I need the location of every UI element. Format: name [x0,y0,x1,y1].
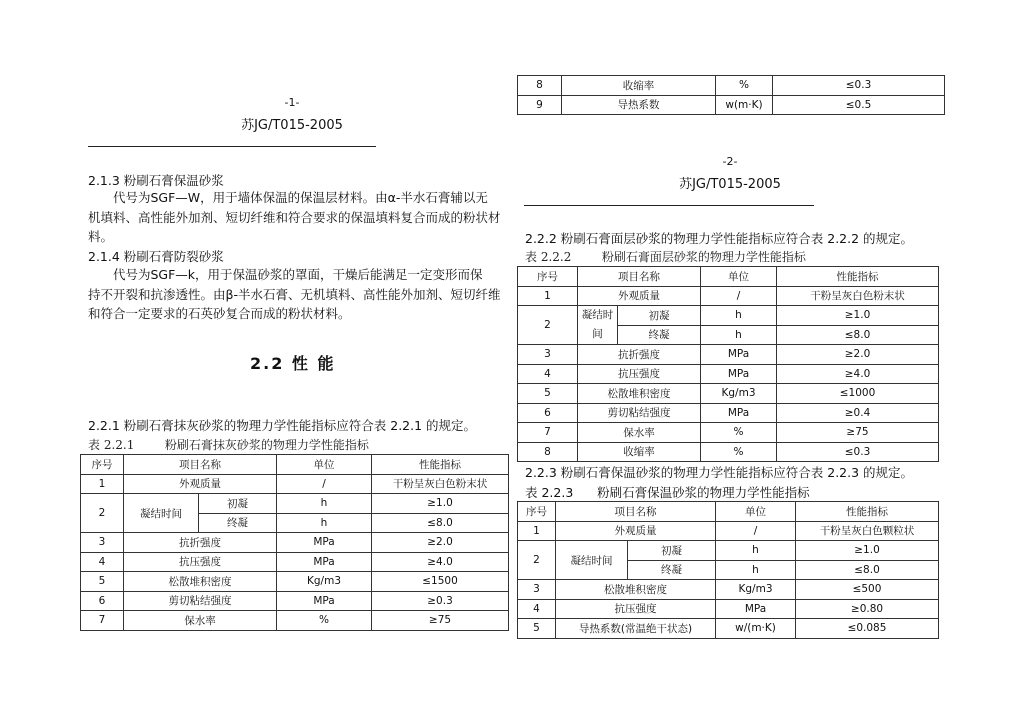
cell-no: 3 [518,580,556,600]
table-row [518,364,939,384]
cell-name: 凝结时间 [578,306,618,345]
cell-no: 7 [518,423,578,443]
table-row [81,591,509,611]
cell-subname: 初凝 [628,541,716,561]
table-row [518,541,939,561]
table-2-2-1 [80,454,509,631]
sec-2-1-3-heading: 2.1.3 粉刷石膏保温砂浆 [88,173,224,188]
header-value: 性能指标 [372,455,509,475]
header-no: 序号 [518,502,556,522]
header-value: 性能指标 [796,502,939,522]
cell-no: 7 [81,611,124,631]
cell-value: ≥0.80 [796,599,939,619]
page-number: -1- [284,96,300,109]
cell-no: 4 [518,364,578,384]
sec-2-2-1-text: 2.2.1 粉刷石膏抹灰砂浆的物理力学性能指标应符合表 2.2.1 的规定。 [88,418,477,433]
cell-unit: % [701,423,777,443]
table-2-2-2 [517,266,939,462]
sec-2-1-4-line-2: 持不开裂和抗渗透性。由β-半水石膏、无机填料、高性能外加剂、短切纤维 [88,287,501,302]
cell-name: 保水率 [578,423,701,443]
cell-no: 5 [518,384,578,404]
cell-value: ≤1500 [372,572,509,592]
cell-value: ≥1.0 [777,306,939,326]
cell-unit: h [277,494,372,514]
cell-no: 2 [518,541,556,580]
table-row [81,474,509,494]
cell-name: 外观质量 [578,286,701,306]
cell-unit: MPa [277,533,372,553]
sec-2-2-2-text: 2.2.2 粉刷石膏面层砂浆的物理力学性能指标应符合表 2.2.2 的规定。 [525,231,914,246]
header-unit: 单位 [277,455,372,475]
header-no: 序号 [518,267,578,287]
cell-value: ≥4.0 [372,552,509,572]
section-title: 2.2 性 能 [250,354,336,373]
table-row [518,521,939,541]
cell-name: 松散堆积密度 [124,572,277,592]
cell-unit: Kg/m3 [277,572,372,592]
cell-unit: Kg/m3 [701,384,777,404]
header-unit: 单位 [716,502,796,522]
table-row [518,345,939,365]
cell-unit: MPa [701,364,777,384]
cell-name: 抗折强度 [124,533,277,553]
cell-value: 干粉呈灰白色粉末状 [372,474,509,494]
cell-value: ≥4.0 [777,364,939,384]
sec-2-1-4-line-1: 代号为SGF—k，用于保温砂浆的罩面，干燥后能满足一定变形而保 [113,267,483,282]
doc-code: 苏JG/T015-2005 [679,177,781,192]
cell-value: ≥75 [372,611,509,631]
sec-2-1-4-heading: 2.1.4 粉刷石膏防裂砂浆 [88,249,224,264]
cell-no: 3 [81,533,124,553]
header-rule [88,146,376,147]
cell-unit: / [716,521,796,541]
cell-subname: 终凝 [199,513,277,533]
cell-unit: h [716,560,796,580]
table-row [518,384,939,404]
cell-unit: % [716,76,773,96]
table-header-row [518,502,939,522]
cell-unit: Kg/m3 [716,580,796,600]
cell-no: 5 [81,572,124,592]
cell-no: 2 [518,306,578,345]
cell-subname: 初凝 [618,306,701,326]
table-row [518,403,939,423]
cell-name: 保水率 [124,611,277,631]
table-row [518,306,939,326]
cell-name: 松散堆积密度 [578,384,701,404]
cell-name: 导热系数(常温绝干状态) [556,619,716,639]
page-number: -2- [722,155,738,168]
cell-unit: / [701,286,777,306]
header-no: 序号 [81,455,124,475]
table-2-2-3-caption: 表 2.2.3 粉刷石膏保温砂浆的物理力学性能指标 [525,485,810,500]
cell-name: 外观质量 [556,521,716,541]
cell-value: 干粉呈灰白色粉末状 [777,286,939,306]
cell-value: ≥2.0 [372,533,509,553]
cell-unit: MPa [277,591,372,611]
cell-name: 抗压强度 [556,599,716,619]
cell-name: 收缩率 [562,76,716,96]
cell-value: ≥75 [777,423,939,443]
cell-unit: MPa [701,345,777,365]
cell-name: 剪切粘结强度 [124,591,277,611]
table-row [518,95,945,115]
sec-2-1-4-line-3: 和符合一定要求的石英砂复合而成的粉状材料。 [88,306,351,321]
table-row [81,533,509,553]
cell-no: 9 [518,95,562,115]
header-name: 项目名称 [578,267,701,287]
cell-value: ≤0.3 [773,76,945,96]
table-2-2-1-caption: 表 2.2.1 粉刷石膏抹灰砂浆的物理力学性能指标 [88,438,369,452]
header-value: 性能指标 [777,267,939,287]
cell-name: 凝结时间 [124,494,199,533]
cell-unit: % [277,611,372,631]
cell-value: ≥1.0 [796,541,939,561]
table-row [518,580,939,600]
cell-no: 8 [518,442,578,462]
cell-value: ≥0.3 [372,591,509,611]
table-row [81,494,509,514]
cell-unit: MPa [716,599,796,619]
doc-code: 苏JG/T015-2005 [241,118,343,133]
cell-value: ≤0.3 [777,442,939,462]
cell-value: ≤0.085 [796,619,939,639]
cell-unit: w/(m·K) [716,619,796,639]
table-row [81,572,509,592]
table-row [518,423,939,443]
cell-name: 抗压强度 [124,552,277,572]
table-row [518,286,939,306]
cell-no: 2 [81,494,124,533]
cell-value: ≥2.0 [777,345,939,365]
cell-no: 4 [518,599,556,619]
table-2-2-2-caption: 表 2.2.2 粉刷石膏面层砂浆的物理力学性能指标 [525,250,806,264]
cell-no: 8 [518,76,562,96]
cell-value: 干粉呈灰白色颗粒状 [796,521,939,541]
sec-2-1-3-line-2: 机填料、高性能外加剂、短切纤维和符合要求的保温填料复合而成的粉状材 [88,210,501,225]
cell-unit: MPa [701,403,777,423]
cell-name: 凝结时间 [556,541,628,580]
cell-unit: MPa [277,552,372,572]
cell-unit: / [277,474,372,494]
sec-2-1-3-line-1: 代号为SGF—W，用于墙体保温的保温层材料。由α-半水石膏辅以无 [113,190,488,205]
cell-name: 抗压强度 [578,364,701,384]
table-row [518,619,939,639]
cell-value: ≤0.5 [773,95,945,115]
cell-name: 剪切粘结强度 [578,403,701,423]
cell-unit: % [701,442,777,462]
table-row [518,76,945,96]
header-unit: 单位 [701,267,777,287]
cell-unit: h [701,325,777,345]
table-row [81,611,509,631]
cell-subname: 初凝 [199,494,277,514]
cell-unit: h [277,513,372,533]
table-2-2-3 [517,501,939,639]
cell-no: 6 [518,403,578,423]
table-row [518,599,939,619]
table-header-row [518,267,939,287]
header-name: 项目名称 [124,455,277,475]
cell-subname: 终凝 [618,325,701,345]
table-header-row [81,455,509,475]
table-row [518,442,939,462]
cell-name: 抗折强度 [578,345,701,365]
cell-value: ≥0.4 [777,403,939,423]
sec-2-1-3-line-3: 料。 [88,229,114,244]
sec-2-2-3-text: 2.2.3 粉刷石膏保温砂浆的物理力学性能指标应符合表 2.2.3 的规定。 [525,465,914,480]
cell-subname: 终凝 [628,560,716,580]
cell-name: 导热系数 [562,95,716,115]
cell-value: ≤8.0 [777,325,939,345]
cell-no: 4 [81,552,124,572]
cell-name: 外观质量 [124,474,277,494]
cell-value: ≤1000 [777,384,939,404]
cell-no: 5 [518,619,556,639]
cell-name: 松散堆积密度 [556,580,716,600]
cell-unit: h [701,306,777,326]
cell-unit: h [716,541,796,561]
header-name: 项目名称 [556,502,716,522]
cell-no: 1 [81,474,124,494]
cell-no: 1 [518,521,556,541]
table-2-2-1-continued [517,75,945,115]
cell-unit: w(m·K) [716,95,773,115]
cell-no: 1 [518,286,578,306]
cell-value: ≤8.0 [796,560,939,580]
cell-value: ≤8.0 [372,513,509,533]
header-rule [524,205,814,206]
cell-name: 收缩率 [578,442,701,462]
cell-value: ≥1.0 [372,494,509,514]
cell-no: 3 [518,345,578,365]
cell-no: 6 [81,591,124,611]
table-row [81,552,509,572]
cell-value: ≤500 [796,580,939,600]
